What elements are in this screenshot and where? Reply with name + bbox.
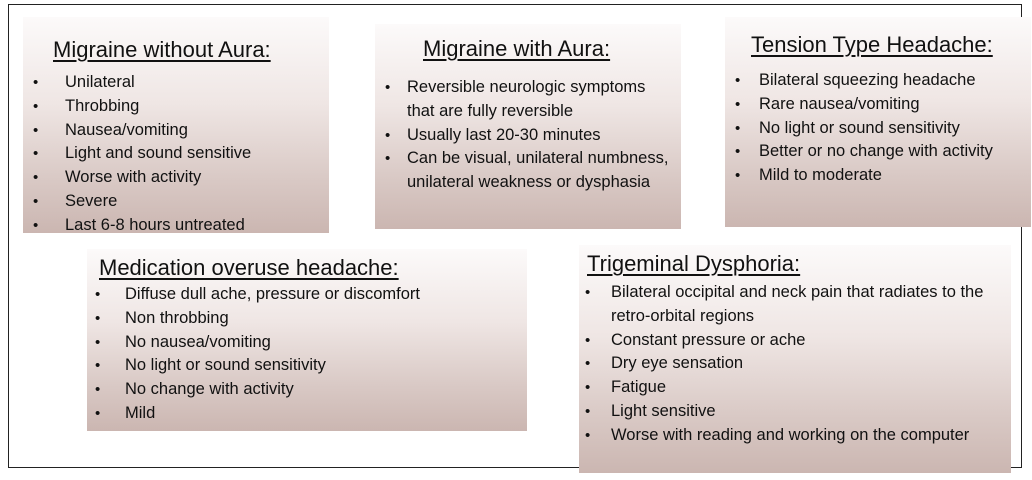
list-item: • Reversible neurologic symptoms that are fully reversible — [407, 76, 675, 124]
card-migraine-with-aura — [375, 24, 681, 229]
symptom-list — [125, 283, 521, 426]
list-item: • Non throbbing — [125, 307, 521, 331]
list-item: • Better or no change with activity — [759, 140, 1025, 164]
card-title: Migraine without Aura: — [53, 37, 271, 62]
list-item: • Can be visual, unilateral numbness, unilateral weakness or dysphasia — [407, 147, 675, 195]
card-tension-type-headache — [725, 17, 1031, 227]
diagram-frame — [8, 4, 1022, 468]
list-item: • Fatigue — [611, 376, 1007, 400]
list-item: • Usually last 20-30 minutes — [407, 124, 675, 148]
card-title: Trigeminal Dysphoria: — [587, 251, 801, 276]
card-title: Migraine with Aura: — [423, 36, 611, 61]
card-trigeminal-dysphoria — [579, 245, 1011, 473]
list-item: • Worse with reading and working on the computer — [611, 424, 1007, 448]
list-item: • Dry eye sensation — [611, 352, 1007, 376]
list-item: • No light or sound sensitivity — [759, 117, 1025, 141]
list-item: • Throbbing — [65, 95, 325, 119]
list-item: • Unilateral — [65, 71, 325, 95]
card-medication-overuse-headache — [87, 249, 527, 431]
list-item: • Light sensitive — [611, 400, 1007, 424]
list-item: • Bilateral occipital and neck pain that radiates to the retro-orbital regions — [611, 281, 1007, 329]
list-item: • Light and sound sensitive — [65, 142, 325, 166]
list-item: • No nausea/vomiting — [125, 331, 521, 355]
list-item: • Diffuse dull ache, pressure or discomfort — [125, 283, 521, 307]
card-migraine-without-aura — [23, 17, 329, 233]
symptom-list — [407, 76, 675, 195]
symptom-list — [759, 69, 1025, 188]
list-item: • Rare nausea/vomiting — [759, 93, 1025, 117]
symptom-list — [611, 281, 1007, 448]
list-item: • Mild to moderate — [759, 164, 1025, 188]
symptom-list — [65, 71, 325, 238]
list-item: • Last 6-8 hours untreated — [65, 214, 325, 238]
list-item: • Constant pressure or ache — [611, 329, 1007, 353]
card-title: Medication overuse headache: — [99, 255, 399, 280]
list-item: • Bilateral squeezing headache — [759, 69, 1025, 93]
list-item: • No light or sound sensitivity — [125, 354, 521, 378]
list-item: • Worse with activity — [65, 166, 325, 190]
list-item: • No change with activity — [125, 378, 521, 402]
list-item: • Mild — [125, 402, 521, 426]
list-item: • Nausea/vomiting — [65, 119, 325, 143]
card-title: Tension Type Headache: — [751, 32, 993, 57]
list-item: • Severe — [65, 190, 325, 214]
